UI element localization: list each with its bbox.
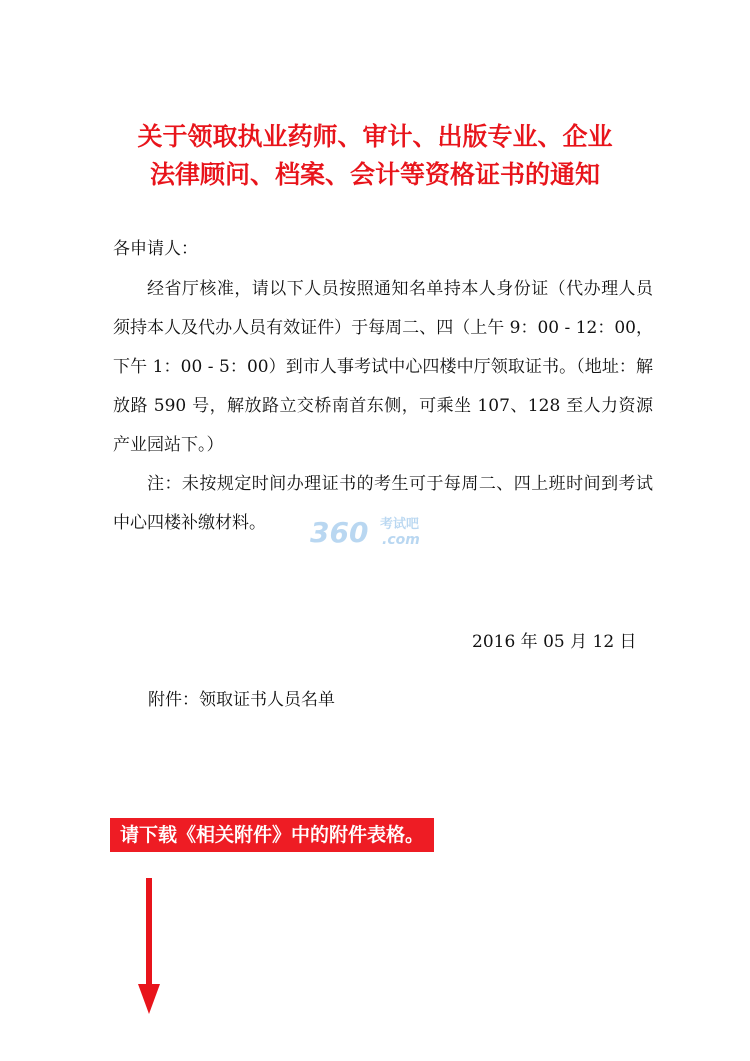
down-arrow-icon [138, 878, 160, 1014]
attachment-label: 附件：领取证书人员名单 [148, 690, 335, 710]
watermark-brand: 考试吧 [380, 517, 420, 532]
notice-body [113, 270, 653, 543]
watermark-number: 360 [310, 516, 369, 549]
download-attachment-banner[interactable]: 请下载《相关附件》中的附件表格。 [110, 818, 434, 852]
body-paragraph-main: 经省厅核准，请以下人员按照通知名单持本人身份证（代办理人员须持本人及代办人员有效证件）于每周二、四（上午 9：00 - 12：00，下午 1：00 - 5：00）到市人事考试中心四楼中厅领取证书。（地址：解放路 590 号，解放路立交桥南首东侧，可乘坐 107、128 至人力资源产业园站下。） [113, 279, 653, 455]
salutation: 各申请人： [113, 239, 198, 259]
notice-title-line-1: 关于领取执业药师、审计、出版专业、企业 [137, 122, 613, 151]
issue-date: 2016 年 05 月 12 日 [472, 632, 637, 652]
body-paragraph-note: 注：未按规定时间办理证书的考生可于每周二、四上班时间到考试中心四楼补缴材料。 [113, 474, 653, 533]
notice-title [0, 118, 750, 194]
watermark-logo [310, 512, 440, 550]
notice-title-line-2: 法律顾问、档案、会计等资格证书的通知 [149, 160, 600, 189]
watermark-domain: .com [382, 532, 420, 548]
